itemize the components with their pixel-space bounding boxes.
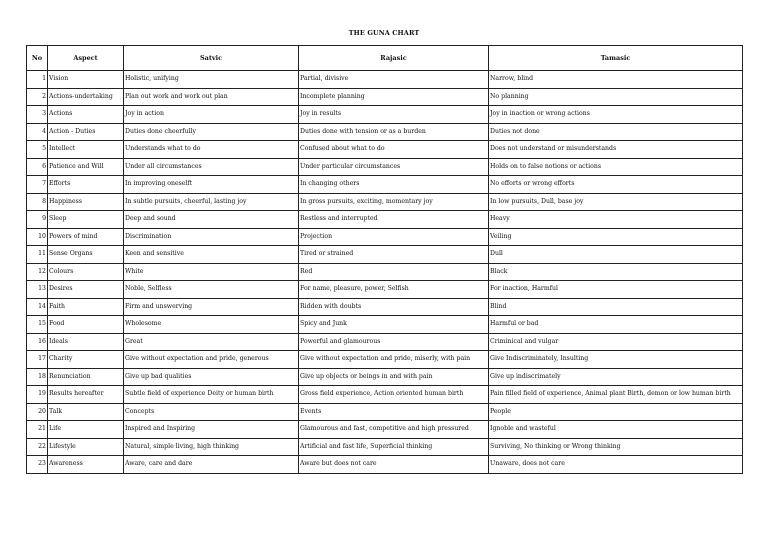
header-aspect: Aspect (48, 46, 124, 71)
header-tamasic: Tamasic (489, 46, 743, 71)
cell-aspect: Vision (48, 71, 124, 89)
cell-aspect: Results hereafter (48, 386, 124, 404)
cell-tamasic: No planning (489, 88, 743, 106)
cell-no: 22 (27, 438, 48, 456)
cell-aspect: Renunciation (48, 368, 124, 386)
cell-tamasic: Blind (489, 298, 743, 316)
cell-no: 7 (27, 176, 48, 194)
cell-no: 12 (27, 263, 48, 281)
cell-tamasic: Veiling (489, 228, 743, 246)
cell-rajasic: Under particular circumstances (299, 158, 489, 176)
cell-tamasic: Give up indiscrimately (489, 368, 743, 386)
cell-tamasic: Give Indiscriminately, Insulting (489, 351, 743, 369)
table-row (27, 176, 743, 194)
cell-satvic: Keen and sensitive (124, 246, 299, 264)
table-row (27, 88, 743, 106)
cell-rajasic: Gross field experience, Action oriented human birth (299, 386, 489, 404)
cell-no: 3 (27, 106, 48, 124)
cell-aspect: Patience and Will (48, 158, 124, 176)
table-row (27, 351, 743, 369)
cell-no: 14 (27, 298, 48, 316)
cell-aspect: Efforts (48, 176, 124, 194)
cell-no: 4 (27, 123, 48, 141)
cell-tamasic: People (489, 403, 743, 421)
cell-rajasic: Tired or strained (299, 246, 489, 264)
cell-rajasic: Events (299, 403, 489, 421)
cell-rajasic: In gross pursuits, exciting, momentary joy (299, 193, 489, 211)
cell-tamasic: No efforts or wrong efforts (489, 176, 743, 194)
cell-rajasic: Aware but does not care (299, 456, 489, 474)
cell-satvic: Deep and sound (124, 211, 299, 229)
cell-rajasic: Give without expectation and pride, miserly, with pain (299, 351, 489, 369)
cell-rajasic: Ridden with doubts (299, 298, 489, 316)
cell-tamasic: Criminical and vulgar (489, 333, 743, 351)
table-row (27, 456, 743, 474)
table-row (27, 281, 743, 299)
cell-satvic: Joy in action (124, 106, 299, 124)
cell-satvic: Give without expectation and pride, generous (124, 351, 299, 369)
cell-tamasic: Joy in inaction or wrong actions (489, 106, 743, 124)
table-body (27, 71, 743, 474)
cell-tamasic: Unaware, does not care (489, 456, 743, 474)
cell-rajasic: Partial, divisive (299, 71, 489, 89)
table-row (27, 386, 743, 404)
cell-aspect: Life (48, 421, 124, 439)
cell-satvic: In subtle pursuits, cheerful, lasting joy (124, 193, 299, 211)
cell-satvic: Wholesome (124, 316, 299, 334)
cell-rajasic: Red (299, 263, 489, 281)
cell-no: 19 (27, 386, 48, 404)
cell-rajasic: For name, pleasure, power, Selfish (299, 281, 489, 299)
cell-tamasic: Does not understand or misunderstands (489, 141, 743, 159)
cell-rajasic: Artificial and fast life, Superficial thinking (299, 438, 489, 456)
cell-rajasic: Duties done with tension or as a burden (299, 123, 489, 141)
cell-tamasic: Surviving, No thinking or Wrong thinking (489, 438, 743, 456)
cell-aspect: Sleep (48, 211, 124, 229)
cell-satvic: Subtle field of experience Deity or human birth (124, 386, 299, 404)
cell-no: 13 (27, 281, 48, 299)
cell-rajasic: Spicy and Junk (299, 316, 489, 334)
table-row (27, 421, 743, 439)
cell-aspect: Sense Organs (48, 246, 124, 264)
table-row (27, 141, 743, 159)
cell-no: 5 (27, 141, 48, 159)
cell-tamasic: Pain filled field of experience, Animal plant Birth, demon or low human birth (489, 386, 743, 404)
page-title: THE GUNA CHART (348, 29, 420, 37)
cell-aspect: Happiness (48, 193, 124, 211)
table-row (27, 106, 743, 124)
cell-no: 18 (27, 368, 48, 386)
cell-satvic: Understands what to do (124, 141, 299, 159)
cell-aspect: Faith (48, 298, 124, 316)
cell-satvic: Great (124, 333, 299, 351)
cell-no: 6 (27, 158, 48, 176)
cell-satvic: Under all circumstances (124, 158, 299, 176)
cell-satvic: Natural, simple living, high thinking (124, 438, 299, 456)
table-row (27, 333, 743, 351)
cell-tamasic: In low pursuits, Dull, base joy (489, 193, 743, 211)
cell-aspect: Ideals (48, 333, 124, 351)
cell-no: 9 (27, 211, 48, 229)
cell-tamasic: Black (489, 263, 743, 281)
cell-aspect: Actions (48, 106, 124, 124)
cell-rajasic: Restless and interrupted (299, 211, 489, 229)
cell-aspect: Intellect (48, 141, 124, 159)
cell-rajasic: Projection (299, 228, 489, 246)
cell-tamasic: Narrow, blind (489, 71, 743, 89)
cell-tamasic: Dull (489, 246, 743, 264)
cell-aspect: Colours (48, 263, 124, 281)
guna-chart-table (26, 45, 743, 474)
cell-satvic: Duties done cheerfully (124, 123, 299, 141)
cell-aspect: Action - Duties (48, 123, 124, 141)
cell-satvic: Give up bad qualities (124, 368, 299, 386)
table-row (27, 228, 743, 246)
cell-satvic: Plan out work and work out plan (124, 88, 299, 106)
cell-aspect: Powers of mind (48, 228, 124, 246)
cell-no: 2 (27, 88, 48, 106)
table-row (27, 316, 743, 334)
cell-no: 21 (27, 421, 48, 439)
cell-rajasic: Powerful and glamourous (299, 333, 489, 351)
cell-no: 23 (27, 456, 48, 474)
cell-rajasic: Incomplete planning (299, 88, 489, 106)
cell-tamasic: Harmful or bad (489, 316, 743, 334)
table-header-row (27, 46, 743, 71)
cell-satvic: Inspired and Inspiring (124, 421, 299, 439)
cell-satvic: Noble, Selfless (124, 281, 299, 299)
header-no: No (27, 46, 48, 71)
cell-tamasic: Duties not done (489, 123, 743, 141)
table-row (27, 263, 743, 281)
cell-satvic: Firm and unswerving (124, 298, 299, 316)
cell-tamasic: Holds on to false notions or actions (489, 158, 743, 176)
cell-no: 1 (27, 71, 48, 89)
cell-rajasic: Confused about what to do (299, 141, 489, 159)
cell-satvic: In improving oneselft (124, 176, 299, 194)
table-row (27, 403, 743, 421)
cell-satvic: Holistic, unifying (124, 71, 299, 89)
table-row (27, 123, 743, 141)
header-rajasic: Rajasic (299, 46, 489, 71)
table-row (27, 158, 743, 176)
cell-no: 8 (27, 193, 48, 211)
cell-aspect: Awareness (48, 456, 124, 474)
cell-no: 17 (27, 351, 48, 369)
table-row (27, 298, 743, 316)
header-satvic: Satvic (124, 46, 299, 71)
cell-no: 16 (27, 333, 48, 351)
cell-aspect: Desires (48, 281, 124, 299)
table-row (27, 193, 743, 211)
cell-aspect: Talk (48, 403, 124, 421)
cell-tamasic: Ignoble and wasteful (489, 421, 743, 439)
cell-rajasic: In changing others (299, 176, 489, 194)
table-row (27, 368, 743, 386)
cell-satvic: Concepts (124, 403, 299, 421)
cell-satvic: Aware, care and dare (124, 456, 299, 474)
cell-tamasic: For inaction, Harmful (489, 281, 743, 299)
table-row (27, 211, 743, 229)
cell-no: 10 (27, 228, 48, 246)
cell-aspect: Lifestyle (48, 438, 124, 456)
cell-aspect: Charity (48, 351, 124, 369)
cell-no: 11 (27, 246, 48, 264)
table-row (27, 71, 743, 89)
cell-tamasic: Heavy (489, 211, 743, 229)
table-row (27, 438, 743, 456)
cell-no: 15 (27, 316, 48, 334)
cell-satvic: Discrimination (124, 228, 299, 246)
cell-aspect: Food (48, 316, 124, 334)
cell-rajasic: Glamourous and fast, competitive and high pressured (299, 421, 489, 439)
cell-aspect: Actions-undertaking (48, 88, 124, 106)
cell-no: 20 (27, 403, 48, 421)
cell-rajasic: Give up objects or beings in and with pain (299, 368, 489, 386)
cell-rajasic: Joy in results (299, 106, 489, 124)
table-row (27, 246, 743, 264)
cell-satvic: White (124, 263, 299, 281)
